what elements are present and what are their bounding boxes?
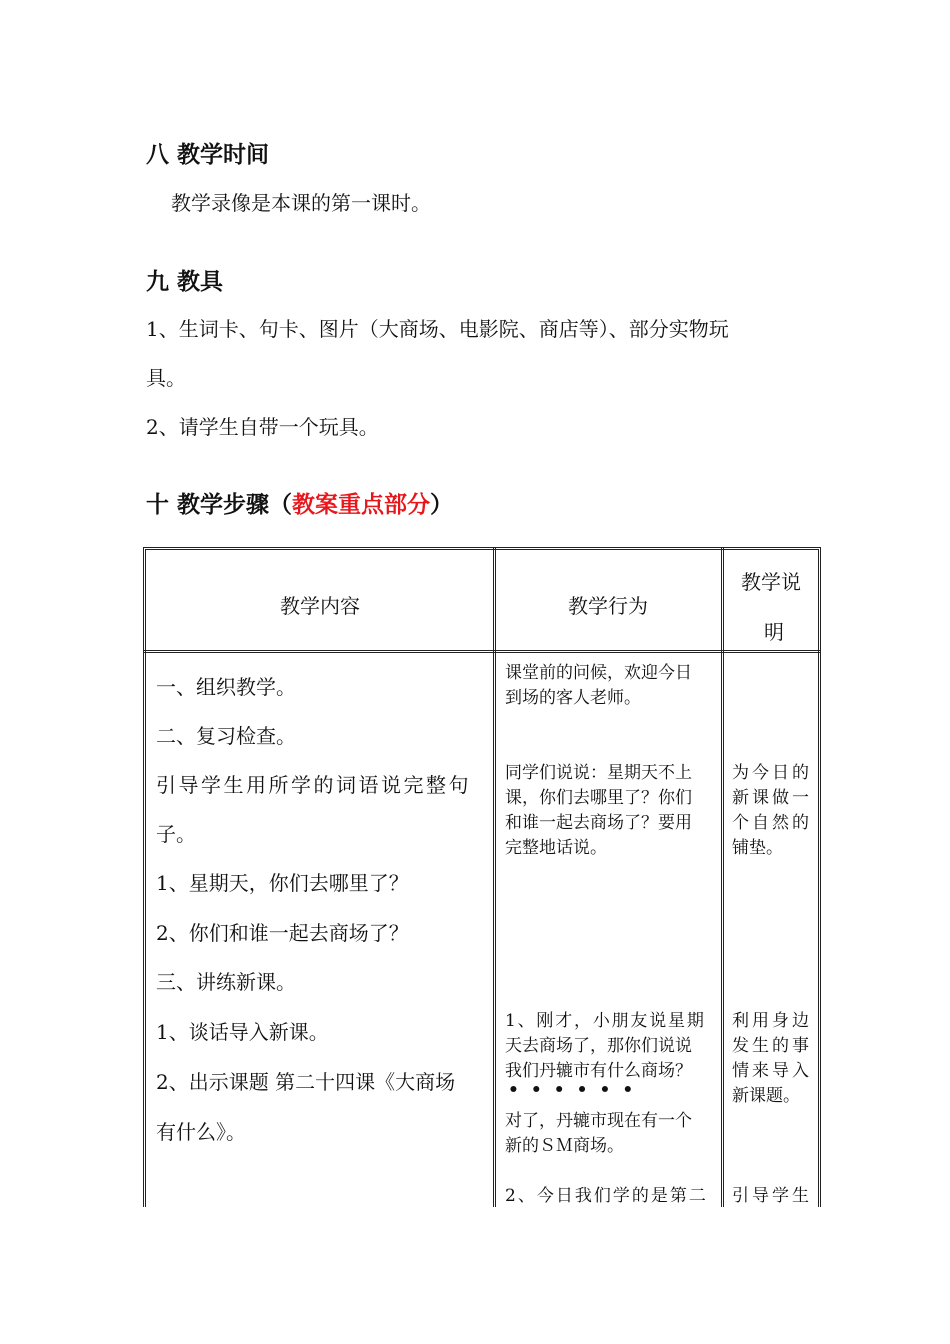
content-line: 一、组织教学。	[156, 675, 296, 699]
note-line: 新课做一	[732, 788, 812, 808]
note-line: 引导学生	[732, 1186, 812, 1206]
column-divider-1	[493, 547, 496, 1207]
note-line: 个自然的	[732, 813, 812, 833]
behavior-dots: ••••••	[508, 1080, 646, 1100]
content-line: 1、谈话导入新课。	[156, 1020, 329, 1044]
note-line: 新课题。	[732, 1086, 800, 1106]
header-note-line1: 教学说	[741, 570, 801, 594]
behavior-line: 完整地话说。	[505, 838, 607, 858]
section-9-title: 九 教具	[146, 269, 224, 295]
section-10-title	[146, 486, 453, 519]
content-line: 三、讲练新课。	[156, 970, 296, 994]
behavior-line: 新的ＳＭ商场。	[505, 1136, 624, 1156]
content-line: 二、复习检查。	[156, 724, 296, 748]
behavior-line: 到场的客人老师。	[505, 688, 641, 708]
header-note-line2: 明	[764, 620, 784, 644]
section-9-item1-line1: 1、生词卡、句卡、图片（大商场、电影院、商店等）、部分实物玩	[146, 317, 729, 341]
content-line: 2、你们和谁一起去商场了？	[156, 921, 409, 945]
behavior-line: 我们丹辘市有什么商场？	[505, 1061, 692, 1081]
header-divider	[143, 650, 821, 653]
section-8-text: 教学录像是本课的第一课时。	[171, 191, 431, 215]
section-10-title-suffix: ）	[430, 492, 454, 518]
note-line: 发生的事	[732, 1036, 812, 1056]
note-line: 铺垫。	[732, 838, 783, 858]
content-line: 1、星期天，你们去哪里了？	[156, 871, 409, 895]
behavior-line: 课堂前的问候，欢迎今日	[505, 663, 692, 683]
behavior-line: 同学们说说：星期天不上	[505, 763, 692, 783]
behavior-line: 天去商场了，那你们说说	[505, 1036, 692, 1056]
section-10-title-highlight: 教案重点部分	[292, 492, 431, 518]
section-10-title-prefix: 十 教学步骤（	[146, 492, 293, 518]
behavior-line: 1、刚才，小朋友说星期	[505, 1011, 706, 1031]
section-9-item1-line2: 具。	[146, 366, 186, 390]
behavior-line: 2、今日我们学的是第二	[505, 1186, 708, 1206]
content-line: 有什么》。	[156, 1120, 246, 1144]
content-line: 引导学生用所学的词语说完整句	[156, 773, 471, 797]
section-9-item2: 2、请学生自带一个玩具。	[146, 415, 379, 439]
content-line: 子。	[156, 822, 196, 846]
content-line: 2、出示课题 第二十四课《大商场	[156, 1070, 456, 1094]
note-line: 为今日的	[732, 763, 812, 783]
note-line: 情来导入	[732, 1061, 812, 1081]
behavior-line: 对了，丹辘市现在有一个	[505, 1111, 692, 1131]
column-divider-2	[721, 547, 724, 1207]
behavior-line: 和谁一起去商场了？要用	[505, 813, 692, 833]
behavior-line: 课，你们去哪里了？你们	[505, 788, 692, 808]
header-content: 教学内容	[280, 594, 360, 618]
section-8-title: 八 教学时间	[146, 142, 270, 168]
header-behavior: 教学行为	[568, 594, 648, 618]
note-line: 利用身边	[732, 1011, 812, 1031]
